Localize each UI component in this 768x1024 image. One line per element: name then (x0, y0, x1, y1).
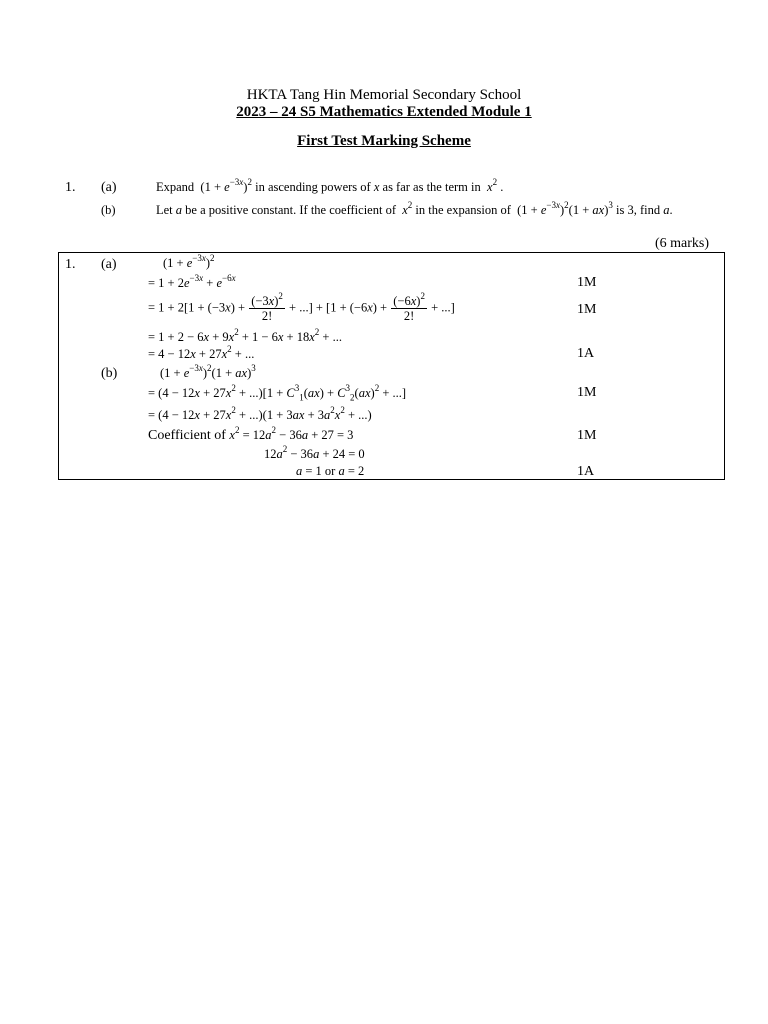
question-part-a-label: (a) (101, 180, 117, 195)
mark-6: 1A (577, 464, 595, 479)
solution-a-line-5: = $4 - 12x + 27x^2$ + ... (148, 344, 255, 361)
mark-4: 1M (577, 385, 597, 400)
question-part-b-label: (b) (101, 203, 116, 217)
school-name: HKTA Tang Hin Memorial Secondary School (246, 87, 522, 103)
mark-2: 1M (577, 302, 597, 317)
course-title: 2023 – 24 S5 Mathematics Extended Module 1 (236, 104, 532, 120)
question-part-a-text: Expand $(1 + e^{-3x})^2$ in ascending powers of x as far as the term in $x^2$ . (156, 177, 504, 194)
question-part-b-text: Let a be a positive constant. If the coefficient of $x^2$ in the expansion of $(1 + e^{-3x})^2(1 + ax)^3$ is 3, find a. (156, 200, 673, 217)
mark-5: 1M (577, 428, 597, 443)
solution-b-line-3: = $(4 - 12x + 27x^2 + ...)(1 + 3ax + 3a^2x^2$ + ...) (148, 405, 372, 422)
coefficient-label: Coefficient of $x^2 = 12a^2 - 36a + 27 = 3$ (148, 425, 354, 443)
solution-number: 1. (65, 257, 76, 272)
solution-b-line-5: $12a^2 - 36a + 24 = 0$ (264, 444, 365, 461)
solution-part-b-label: (b) (101, 366, 118, 381)
solution-b-line-2: = $(4 - 12x + 27x^2 + ...)[1 + C^3_1(ax) + C^3_2(ax)^2$ + ...] (148, 383, 407, 403)
mark-3: 1A (577, 346, 595, 361)
solution-a-line-3: = 1 + 2[1 + (−3x) + $\frac{(-3x)^2}{2!}$ + ...] + [1 + (−6x) + $\frac{(-6x)^2}{2!}$ + ...] (148, 291, 455, 323)
document-title: First Test Marking Scheme (297, 133, 471, 149)
solution-a-line-2: = $1 + 2e^{-3x} + e^{-6x}$ (148, 273, 236, 290)
question-number: 1. (65, 180, 76, 195)
solution-part-a-label: (a) (101, 257, 117, 272)
solution-a-line-1: $(1 + e^{-3x})^2$ (163, 253, 215, 270)
question-marks: (6 marks) (655, 236, 710, 251)
solution-b-line-1: $(1 + e^{-3x})^2(1 + ax)^3$ (160, 363, 256, 380)
solution-b-line-6: a = 1 or a = 2 (296, 464, 365, 478)
mark-1: 1M (577, 275, 597, 290)
solution-a-line-4: = $1 + 2 - 6x + 9x^2 + 1 - 6x + 18x^2$ + ... (148, 327, 342, 344)
